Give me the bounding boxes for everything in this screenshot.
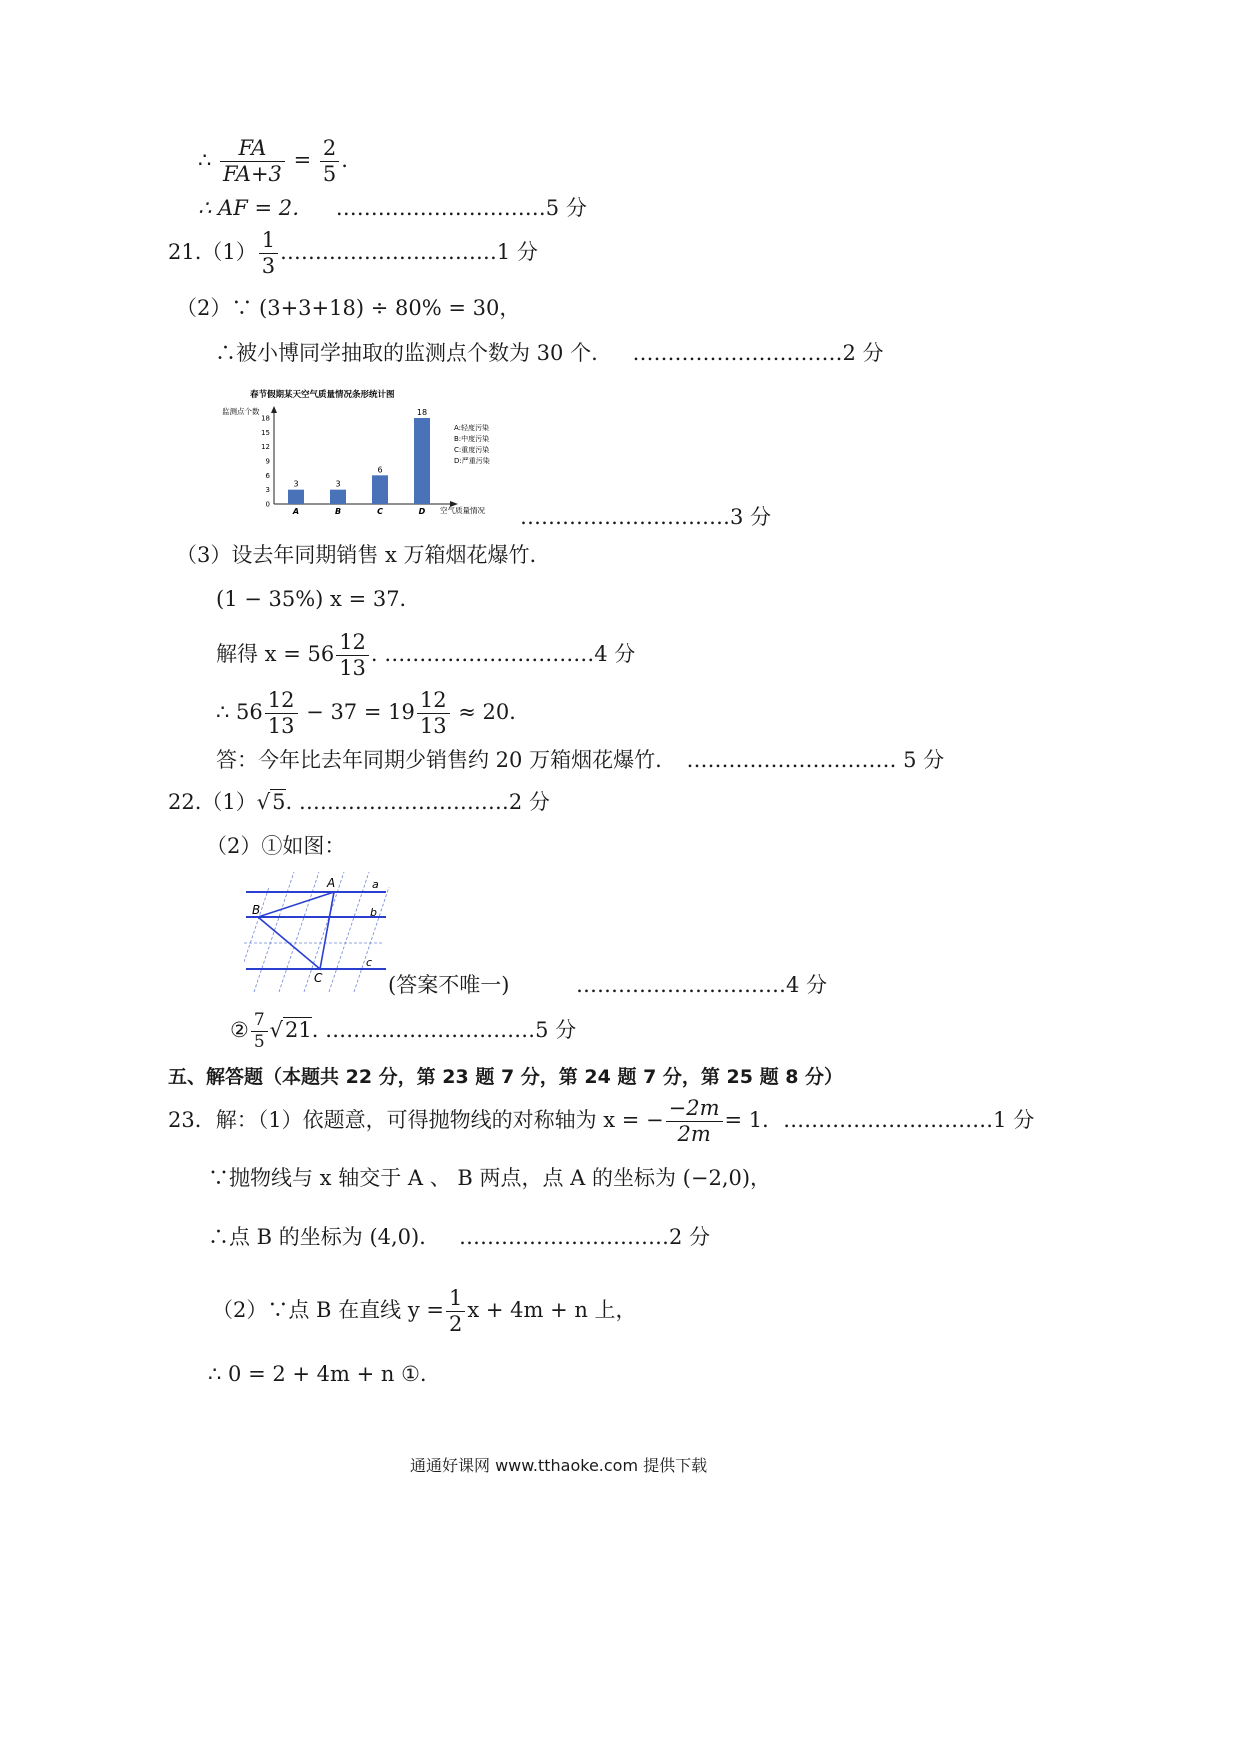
- fraction-numerator: FA: [220, 138, 285, 162]
- q21-part3-equation: (1 − 35%) x = 37．: [216, 587, 421, 611]
- score: …………………………2 分: [632, 341, 884, 365]
- fraction-denominator: 3: [261, 254, 276, 278]
- legend-item: B:中度污染: [454, 435, 490, 443]
- score: . …………………………5 分: [311, 1018, 577, 1042]
- score: ………………………… 5 分: [686, 748, 945, 772]
- answer-text: 答：今年比去年同期少销售约 20 万箱烟花爆竹.: [216, 748, 662, 772]
- category-label: D: [418, 507, 426, 516]
- point-a-label: A: [327, 876, 336, 890]
- score: …………………………5 分: [335, 196, 587, 220]
- fraction-denominator: 13: [419, 714, 447, 738]
- score: .…………………………1 分: [280, 240, 538, 264]
- legend-item: D:严重污染: [454, 457, 490, 465]
- q23-line3: [208, 1227, 710, 1248]
- q23-conclusion: ∴ 0 = 2 + 4m + n ①.: [208, 1362, 427, 1386]
- fraction: [220, 138, 285, 185]
- fraction-numerator: 12: [417, 690, 450, 714]
- fraction-equation: [198, 138, 348, 185]
- sqrt-symbol: √: [269, 1018, 284, 1042]
- category-label: A: [292, 507, 300, 516]
- fraction-numerator: −2m: [666, 1098, 723, 1122]
- fraction-numerator: 1: [446, 1288, 465, 1312]
- sqrt-value: 5: [272, 790, 286, 814]
- bar-value-label: 18: [416, 408, 428, 417]
- bar-value-label: 3: [335, 479, 341, 489]
- geometry-figure: [244, 872, 394, 992]
- fraction-rhs: [320, 138, 339, 185]
- b-coordinate: ∴点 B 的坐标为 (4,0)．: [208, 1225, 441, 1249]
- line-a-label: a: [372, 878, 379, 891]
- fraction-denominator: 13: [339, 656, 366, 680]
- circled-two: ②: [230, 1018, 249, 1042]
- q21-answer: [216, 750, 944, 771]
- fraction-numerator: 7: [251, 1012, 268, 1032]
- footer: 通通好课网 www.tthaoke.com 提供下载: [410, 1456, 708, 1475]
- lead-text: 23．解：（1）依题意，可得抛物线的对称轴为 x = −: [168, 1108, 664, 1132]
- fraction-denominator: 2: [448, 1312, 463, 1336]
- bar-chart: [222, 386, 522, 526]
- figure-note: (答案不唯一): [388, 973, 510, 997]
- fraction-numerator: 1: [259, 230, 278, 254]
- y-tick-label: 15: [261, 428, 270, 437]
- line-b-label: b: [370, 906, 377, 919]
- q21-part3-calc: [216, 690, 530, 737]
- therefore-symbol: ∴: [198, 148, 219, 172]
- fraction: [251, 1012, 268, 1051]
- af-value: ∴ AF = 2．: [198, 196, 314, 220]
- y-axis-arrow: [271, 406, 277, 413]
- calc-end: ≈ 20．: [451, 700, 531, 724]
- legend-item: C:重度污染: [454, 446, 490, 454]
- y-tick-label: 18: [261, 414, 270, 423]
- fraction-numerator: 12: [336, 632, 369, 656]
- sqrt-value: 21: [285, 1018, 312, 1042]
- y-tick-label: 3: [265, 486, 270, 495]
- fraction: [265, 690, 298, 737]
- fraction: [666, 1098, 723, 1145]
- fraction-denominator: 5: [322, 162, 337, 186]
- line-c-label: c: [366, 956, 373, 969]
- score: …………………………2 分: [458, 1225, 710, 1249]
- section-heading: 五、解答题（本题共 22 分，第 23 题 7 分，第 24 题 7 分，第 25 题 8 分）: [168, 1066, 844, 1088]
- bar-value-label: 6: [377, 465, 383, 475]
- score: . …………………………2 分: [285, 790, 550, 814]
- triangle-abc: [258, 892, 334, 969]
- q22-part1: [168, 792, 550, 813]
- fraction-denominator: 13: [267, 714, 295, 738]
- chart-score: …………………………3 分: [520, 505, 772, 529]
- bar: [414, 418, 430, 504]
- legend-item: A:轻度污染: [454, 424, 490, 432]
- sqrt-symbol: √: [256, 790, 271, 814]
- question-number: 22.（1）: [168, 790, 257, 814]
- y-tick-label: 9: [265, 457, 270, 466]
- af-line: [198, 198, 587, 219]
- fraction: [336, 632, 369, 679]
- q21-part1: [168, 230, 538, 277]
- y-axis-label: 监测点个数: [222, 407, 260, 416]
- bar-value-label: 3: [293, 479, 299, 489]
- solve-prefix: 解得 x = 56: [216, 642, 335, 666]
- q21-part3-solve: [216, 632, 635, 679]
- q21-part2-conclusion: [215, 343, 883, 364]
- score: . …………………………4 分: [370, 642, 636, 666]
- fraction-denominator: FA+3: [223, 162, 282, 186]
- q21-part2-line: （2）∵ (3+3+18) ÷ 80% = 30，: [176, 296, 521, 320]
- fraction-numerator: 12: [265, 690, 298, 714]
- calc-prefix: ∴ 56: [216, 700, 263, 724]
- chart-title: 春节假期某天空气质量情况条形统计图: [250, 390, 395, 400]
- category-label: B: [334, 507, 342, 516]
- y-tick-label: 0: [265, 500, 270, 509]
- point-c-label: C: [314, 971, 323, 985]
- fraction: [446, 1288, 465, 1335]
- fraction-numerator: 2: [320, 138, 339, 162]
- fraction: [417, 690, 450, 737]
- fraction-denominator: 2m: [677, 1122, 711, 1146]
- calc-mid: − 37 = 19: [299, 700, 415, 724]
- fraction-denominator: 5: [253, 1032, 265, 1052]
- q22-part2b: [230, 1012, 576, 1051]
- q23-part1: [168, 1098, 1034, 1145]
- question-number: 21.（1）: [168, 240, 257, 264]
- equals-sign: =: [286, 148, 318, 172]
- y-tick-label: 12: [261, 443, 270, 452]
- part2-prefix: （2）∵点 B 在直线 y =: [212, 1298, 444, 1322]
- fraction: [259, 230, 278, 277]
- conclusion-text: ∴被小博同学抽取的监测点个数为 30 个.: [215, 341, 598, 365]
- part2-suffix: x + 4m + n 上，: [467, 1298, 637, 1322]
- q22-part2-line: （2）①如图：: [206, 834, 346, 858]
- point-b-label: B: [252, 903, 261, 917]
- lead-end: = 1．…………………………1 分: [724, 1108, 1035, 1132]
- bar: [372, 475, 388, 504]
- x-axis-label: 空气质量情况: [440, 506, 485, 515]
- q21-part3-line: （3）设去年同期销售 x 万箱烟花爆竹.: [176, 543, 537, 567]
- bar: [288, 490, 304, 504]
- bar: [330, 490, 346, 504]
- period: .: [341, 148, 348, 172]
- y-tick-label: 6: [265, 471, 270, 480]
- category-label: C: [377, 507, 383, 516]
- q23-part2: [212, 1288, 637, 1335]
- figure-score: …………………………4 分: [576, 973, 828, 997]
- q23-line2: ∵抛物线与 x 轴交于 A 、 B 两点，点 A 的坐标为 (−2,0)，: [208, 1166, 772, 1190]
